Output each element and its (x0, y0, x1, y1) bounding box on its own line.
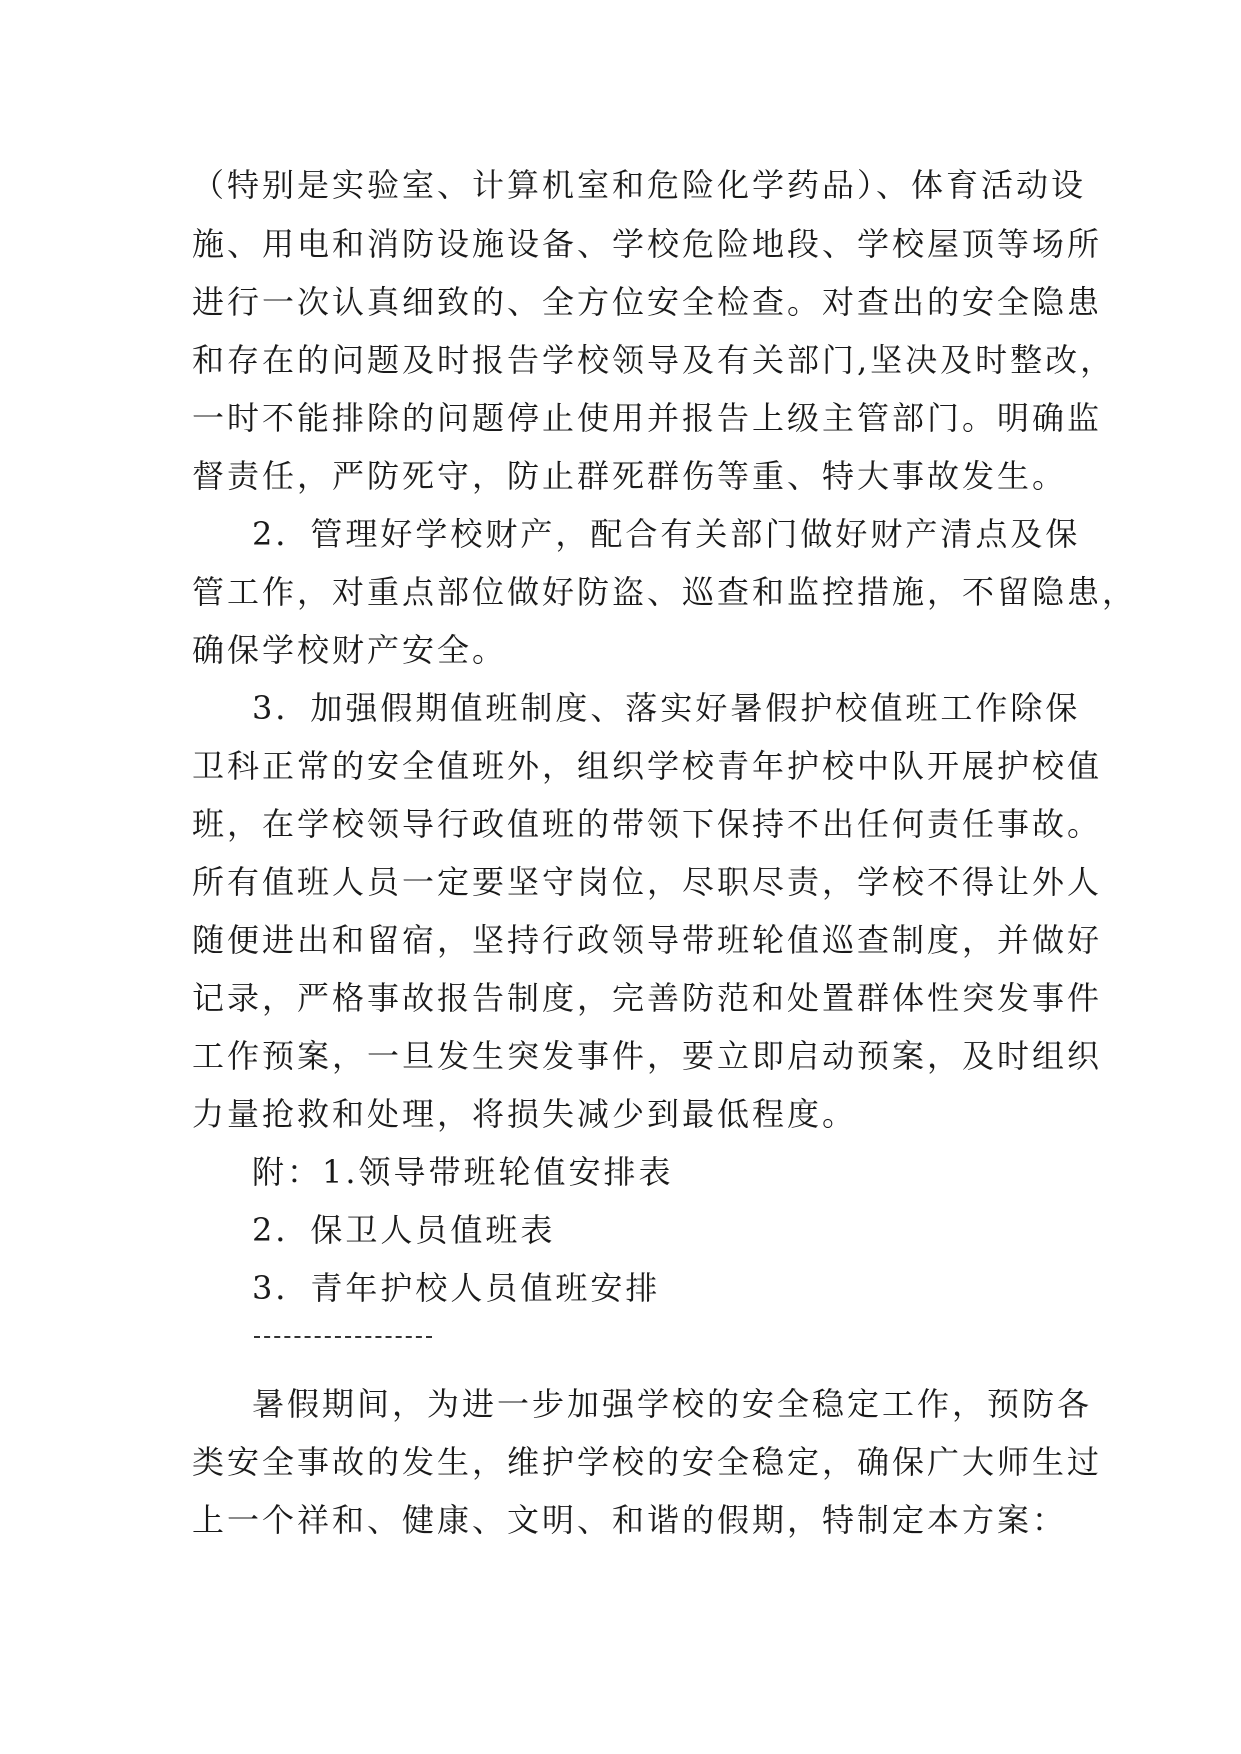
paragraph-line: 随便进出和留宿，坚持行政领导带班轮值巡查制度，并做好 (192, 921, 1103, 959)
attachment-line: 2．保卫人员值班表 (252, 1211, 556, 1249)
paragraph-line: （特别是实验室、计算机室和危险化学药品）、体育活动设 (192, 166, 1087, 204)
paragraph-line: 类安全事故的发生，维护学校的安全稳定，确保广大师生过 (192, 1443, 1103, 1481)
paragraph-line: 一时不能排除的问题停止使用并报告上级主管部门。明确监 (192, 399, 1103, 437)
paragraph-line: 卫科正常的安全值班外，组织学校青年护校中队开展护校值 (192, 747, 1103, 785)
paragraph-line: 工作预案，一旦发生突发事件，要立即启动预案，及时组织 (192, 1037, 1103, 1075)
attachment-line: 附：1.领导带班轮值安排表 (252, 1153, 674, 1191)
paragraph-line: 记录，严格事故报告制度，完善防范和处置群体性突发事件 (192, 979, 1103, 1017)
paragraph-line: 所有值班人员一定要坚守岗位，尽职尽责，学校不得让外人 (192, 863, 1103, 901)
paragraph-line: 管工作，对重点部位做好防盗、巡查和监控措施，不留隐患， (192, 573, 1138, 611)
paragraph-line: 2．管理好学校财产，配合有关部门做好财产清点及保 (252, 515, 1081, 553)
paragraph-line: 暑假期间，为进一步加强学校的安全稳定工作，预防各 (252, 1385, 1093, 1423)
attachment-line: 3．青年护校人员值班安排 (252, 1269, 661, 1307)
paragraph-line: 督责任，严防死守，防止群死群伤等重、特大事故发生。 (192, 457, 1068, 495)
paragraph-line: 和存在的问题及时报告学校领导及有关部门,坚决及时整改， (192, 341, 1116, 379)
section-separator (254, 1336, 432, 1338)
paragraph-line: 班，在学校领导行政值班的带领下保持不出任何责任事故。 (192, 805, 1103, 843)
paragraph-line: 上一个祥和、健康、文明、和谐的假期，特制定本方案： (192, 1501, 1068, 1539)
paragraph-line: 3．加强假期值班制度、落实好暑假护校值班工作除保 (252, 689, 1081, 727)
paragraph-line: 确保学校财产安全。 (192, 631, 508, 669)
paragraph-line: 施、用电和消防设施设备、学校危险地段、学校屋顶等场所 (192, 225, 1103, 263)
paragraph-line: 力量抢救和处理，将损失减少到最低程度。 (192, 1095, 858, 1133)
paragraph-line: 进行一次认真细致的、全方位安全检查。对查出的安全隐患 (192, 283, 1103, 321)
